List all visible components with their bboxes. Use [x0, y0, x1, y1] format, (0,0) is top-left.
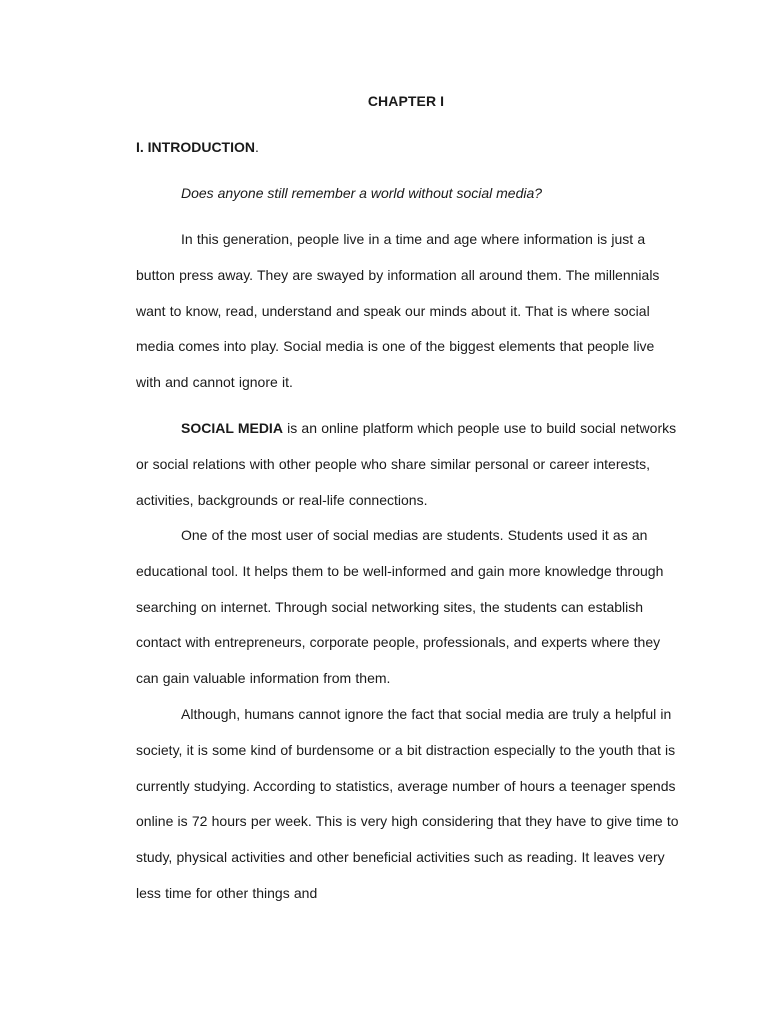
paragraph-generation: In this generation, people live in a time and age where information is just a button press away. They are swayed by information all around them. The millennials want to know, read, understand and speak our minds about it. That is where social media comes into play. Social media is one of the biggest elements that people live with and cannot ignore it. — [136, 231, 660, 391]
paragraph-distraction: Although, humans cannot ignore the fact that social media are truly a helpful in society, it is some kind of burdensome or a bit distraction especially to the youth that is currently studying. According to statistics, average number of hours a teenager spends online is 72 hours per week. This is very high considering that they have to give time to study, physical activities and other beneficial activities such as reading. It leaves very less time for other things and — [136, 706, 679, 901]
opening-question: Does anyone still remember a world without social media? — [181, 185, 543, 201]
section-heading-text: I. INTRODUCTION — [136, 139, 255, 155]
social-media-term: SOCIAL MEDIA — [181, 420, 283, 436]
paragraph-social-media-definition — [136, 411, 681, 518]
section-heading — [136, 139, 259, 155]
social-media-definition-text: is an online platform which people use to build social networks or social relations with other people who share similar personal or career interests, activities, backgrounds or real-life connections. — [136, 420, 677, 508]
section-heading-punctuation: . — [255, 139, 259, 155]
chapter-title: CHAPTER I — [367, 93, 445, 109]
paragraph-students: One of the most user of social medias are students. Students used it as an educational tool. It helps them to be well-informed and gain more knowledge through searching on internet. Through social networking sites, the students can establish contact with entrepreneurs, corporate people, professionals, and experts where they can gain valuable information from them. — [136, 527, 664, 687]
